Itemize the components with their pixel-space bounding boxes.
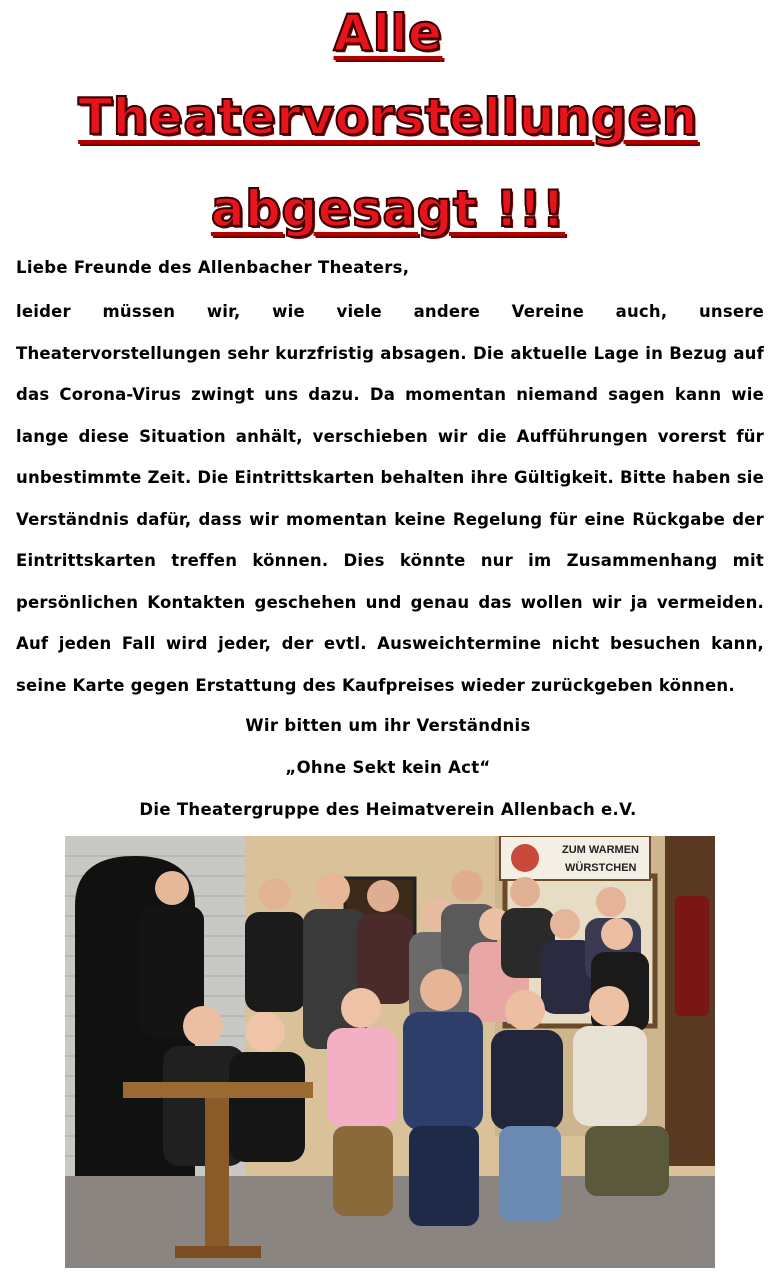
sign-text-line-1: ZUM WARMEN — [562, 844, 639, 856]
motto-line: „Ohne Sekt kein Act“ — [285, 758, 491, 777]
headline-line-2: Theatervorstellungen — [78, 88, 698, 146]
closing-line: Wir bitten um ihr Verständnis — [245, 716, 531, 735]
hanging-coat — [675, 896, 709, 1016]
headline-line-3: abgesagt !!! — [210, 180, 566, 238]
letter-body: leider müssen wir, wie viele andere Vereine auch, unsere Theatervorstellungen sehr kurzfristig absagen. Die aktuelle Lage in Bezug auf das Corona-Virus zwingt uns dazu. Da momentan niemand sagen kann wie lange diese Situation anhält, verschieben wir die Aufführungen vorerst für unbestimmte Zeit. Die Eintrittskarten behalten ihre Gültigkeit. Bitte haben sie Verständnis dafür, dass wir momentan keine Regelung für eine Rückgabe der Eintrittskarten treffen können. Dies könnte nur im Zusammenhang mit persönlichen Kontakten geschehen und genau das wollen wir ja vermeiden. Auf jeden Fall wird jeder, der evtl. Ausweichtermine nicht besuchen kann, seine Karte gegen Erstattung des Kaufpreises wieder zurückgeben können. — [16, 302, 764, 695]
sign-picture — [511, 844, 539, 872]
group-photo — [65, 836, 715, 1268]
signature-line: Die Theatergruppe des Heimatverein Allenbach e.V. — [139, 800, 637, 819]
sign-text-line-2: WÜRSTCHEN — [565, 862, 637, 874]
headline-line-1: Alle — [333, 4, 443, 62]
greeting: Liebe Freunde des Allenbacher Theaters, — [16, 258, 410, 277]
